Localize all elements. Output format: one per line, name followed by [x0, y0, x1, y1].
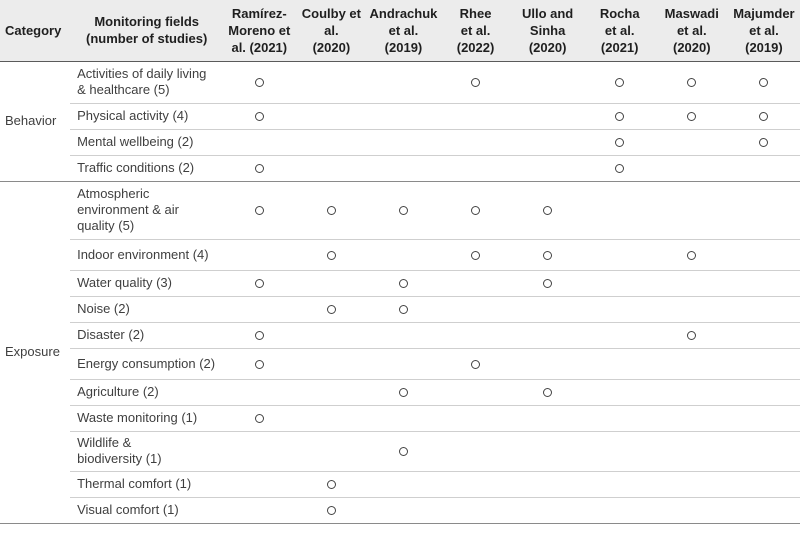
study-mark-cell: [367, 155, 439, 181]
header-study-line2: et al.: [676, 22, 707, 38]
study-mark-cell: [656, 61, 728, 103]
study-mark-cell: [440, 296, 512, 322]
header-study: [295, 0, 367, 61]
header-study-line2: (2020): [312, 39, 351, 55]
table-row: [0, 270, 800, 296]
study-mark-cell: [512, 103, 584, 129]
study-mark-cell: [584, 155, 656, 181]
study-mark-cell: [728, 405, 800, 431]
study-mark-cell: [512, 405, 584, 431]
study-mark-cell: [295, 379, 367, 405]
monitoring-field-text: quality (5): [77, 218, 135, 233]
study-mark-cell: [223, 103, 295, 129]
study-mark-cell: [728, 348, 800, 379]
monitoring-field-cell: [70, 379, 223, 405]
circle-mark-icon: [255, 414, 264, 423]
table-row: [0, 431, 800, 471]
monitoring-field-text: Noise (2): [77, 301, 130, 316]
study-mark-cell: [728, 379, 800, 405]
study-mark-cell: [728, 61, 800, 103]
study-mark-cell: [367, 103, 439, 129]
study-mark-cell: [656, 296, 728, 322]
study-mark-cell: [223, 61, 295, 103]
study-mark-cell: [440, 129, 512, 155]
header-study: [223, 0, 295, 61]
study-mark-cell: [367, 348, 439, 379]
study-mark-cell: [440, 270, 512, 296]
monitoring-field-cell: [70, 103, 223, 129]
study-mark-cell: [728, 155, 800, 181]
study-mark-cell: [295, 155, 367, 181]
study-mark-cell: [512, 348, 584, 379]
study-mark-cell: [295, 296, 367, 322]
monitoring-field-text: Visual comfort (1): [77, 502, 179, 517]
study-mark-cell: [512, 471, 584, 497]
study-mark-cell: [728, 296, 800, 322]
study-mark-cell: [440, 379, 512, 405]
study-mark-cell: [367, 270, 439, 296]
header-study-line3: (2022): [456, 39, 495, 55]
study-mark-cell: [440, 431, 512, 471]
table-row: [0, 348, 800, 379]
study-mark-cell: [295, 103, 367, 129]
header-monitoring-fields: [70, 0, 223, 61]
circle-mark-icon: [759, 138, 768, 147]
study-mark-cell: [728, 497, 800, 523]
study-mark-cell: [584, 497, 656, 523]
monitoring-field-text: & healthcare (5): [77, 82, 170, 97]
header-study-line1: Ramírez-: [231, 5, 287, 21]
study-mark-cell: [223, 348, 295, 379]
study-mark-cell: [584, 379, 656, 405]
study-mark-cell: [440, 322, 512, 348]
study-mark-cell: [440, 348, 512, 379]
circle-mark-icon: [471, 251, 480, 260]
monitoring-field-text: Waste monitoring (1): [77, 410, 198, 425]
study-mark-cell: [656, 270, 728, 296]
study-mark-cell: [223, 497, 295, 523]
circle-mark-icon: [327, 480, 336, 489]
study-mark-cell: [512, 431, 584, 471]
study-mark-cell: [440, 405, 512, 431]
study-mark-cell: [584, 239, 656, 270]
header-study-line1: Ullo and: [521, 5, 574, 21]
circle-mark-icon: [255, 78, 264, 87]
study-mark-cell: [584, 181, 656, 239]
monitoring-field-text: Energy consumption (2): [77, 355, 216, 371]
header-study: [440, 0, 512, 61]
study-mark-cell: [512, 497, 584, 523]
circle-mark-icon: [543, 206, 552, 215]
monitoring-field-text: Water quality (3): [77, 275, 172, 290]
monitoring-field-text: biodiversity (1): [77, 451, 162, 466]
study-mark-cell: [295, 322, 367, 348]
study-mark-cell: [584, 103, 656, 129]
study-mark-cell: [656, 348, 728, 379]
circle-mark-icon: [255, 164, 264, 173]
study-mark-cell: [295, 471, 367, 497]
circle-mark-icon: [759, 78, 768, 87]
study-mark-cell: [367, 61, 439, 103]
study-mark-cell: [367, 405, 439, 431]
study-mark-cell: [367, 129, 439, 155]
monitoring-field-text: Agriculture (2): [77, 384, 159, 399]
study-mark-cell: [367, 181, 439, 239]
monitoring-field-text: Atmospheric: [77, 186, 150, 201]
study-mark-cell: [512, 270, 584, 296]
circle-mark-icon: [543, 388, 552, 397]
study-mark-cell: [656, 129, 728, 155]
study-mark-cell: [512, 181, 584, 239]
study-mark-cell: [223, 239, 295, 270]
study-mark-cell: [656, 379, 728, 405]
circle-mark-icon: [687, 251, 696, 260]
circle-mark-icon: [255, 331, 264, 340]
header-category: Category: [0, 0, 70, 61]
study-mark-cell: [512, 379, 584, 405]
study-mark-cell: [223, 379, 295, 405]
study-mark-cell: [512, 239, 584, 270]
study-mark-cell: [440, 103, 512, 129]
study-mark-cell: [728, 129, 800, 155]
monitoring-field-text: Disaster (2): [77, 327, 145, 342]
study-mark-cell: [223, 405, 295, 431]
header-study: [367, 0, 439, 61]
study-mark-cell: [512, 155, 584, 181]
study-mark-cell: [295, 405, 367, 431]
monitoring-field-cell: [70, 239, 223, 270]
study-mark-cell: [728, 471, 800, 497]
study-mark-cell: [367, 296, 439, 322]
study-mark-cell: [295, 239, 367, 270]
header-study-line1: Majumder: [733, 5, 795, 21]
circle-mark-icon: [759, 112, 768, 121]
header-study-line1: Rocha: [599, 5, 640, 21]
monitoring-field-cell: [70, 471, 223, 497]
study-mark-cell: [223, 296, 295, 322]
study-mark-cell: [584, 322, 656, 348]
circle-mark-icon: [399, 388, 408, 397]
circle-mark-icon: [687, 112, 696, 121]
monitoring-field-text: environment & air: [77, 202, 179, 217]
study-mark-cell: [656, 155, 728, 181]
header-study-line3: (2020): [672, 39, 711, 55]
header-field-line1: Monitoring fields: [94, 14, 200, 30]
monitoring-field-cell: [70, 155, 223, 181]
monitoring-field-text: Traffic conditions (2): [77, 160, 195, 175]
study-mark-cell: [223, 431, 295, 471]
study-mark-cell: [440, 471, 512, 497]
monitoring-field-text: Physical activity (4): [77, 108, 189, 123]
header-study-line2: et al.: [604, 22, 635, 38]
study-mark-cell: [512, 322, 584, 348]
header-study-line1: Andrachuk: [369, 5, 438, 21]
study-mark-cell: [728, 431, 800, 471]
study-mark-cell: [656, 103, 728, 129]
monitoring-field-text: Activities of daily living: [77, 66, 207, 81]
header-study-line2: Moreno et: [228, 22, 291, 38]
study-mark-cell: [512, 129, 584, 155]
circle-mark-icon: [543, 279, 552, 288]
monitoring-field-cell: [70, 497, 223, 523]
category-cell: Exposure: [0, 181, 70, 523]
study-mark-cell: [367, 431, 439, 471]
circle-mark-icon: [399, 447, 408, 456]
header-study-line3: (2019): [384, 39, 423, 55]
study-mark-cell: [295, 181, 367, 239]
table-body: [0, 61, 800, 523]
study-mark-cell: [584, 129, 656, 155]
study-mark-cell: [656, 181, 728, 239]
monitoring-field-cell: [70, 322, 223, 348]
header-study-line3: (2020): [528, 39, 567, 55]
table-row: [0, 103, 800, 129]
study-mark-cell: [295, 497, 367, 523]
circle-mark-icon: [255, 112, 264, 121]
study-mark-cell: [295, 270, 367, 296]
monitoring-field-cell: [70, 405, 223, 431]
circle-mark-icon: [471, 206, 480, 215]
monitoring-field-text: Mental wellbeing (2): [77, 134, 194, 149]
table-row: [0, 61, 800, 103]
circle-mark-icon: [255, 360, 264, 369]
study-mark-cell: [295, 61, 367, 103]
study-mark-cell: [656, 322, 728, 348]
table-row: [0, 471, 800, 497]
study-mark-cell: [223, 129, 295, 155]
monitoring-field-text: Thermal comfort (1): [77, 476, 192, 491]
circle-mark-icon: [255, 206, 264, 215]
table-row: [0, 129, 800, 155]
monitoring-field-text: Indoor environment (4): [77, 246, 209, 262]
table-row: [0, 296, 800, 322]
circle-mark-icon: [471, 78, 480, 87]
study-mark-cell: [223, 270, 295, 296]
study-mark-cell: [440, 61, 512, 103]
study-mark-cell: [584, 270, 656, 296]
monitoring-field-cell: [70, 296, 223, 322]
monitoring-field-text: Wildlife &: [77, 435, 132, 450]
circle-mark-icon: [615, 78, 624, 87]
monitoring-field-cell: [70, 129, 223, 155]
study-mark-cell: [440, 239, 512, 270]
circle-mark-icon: [327, 305, 336, 314]
table-row: [0, 405, 800, 431]
circle-mark-icon: [327, 206, 336, 215]
study-mark-cell: [656, 239, 728, 270]
header-study-line1: Maswadi: [664, 5, 719, 21]
study-mark-cell: [295, 431, 367, 471]
circle-mark-icon: [399, 206, 408, 215]
study-mark-cell: [584, 471, 656, 497]
study-mark-cell: [223, 181, 295, 239]
study-mark-cell: [584, 405, 656, 431]
study-mark-cell: [295, 348, 367, 379]
study-mark-cell: [656, 471, 728, 497]
header-study-line3: (2021): [600, 39, 639, 55]
header-study-line1: Coulby et al.: [301, 5, 361, 38]
circle-mark-icon: [399, 279, 408, 288]
study-mark-cell: [367, 471, 439, 497]
study-mark-cell: [584, 348, 656, 379]
header-study-line1: Rhee: [459, 5, 492, 21]
study-mark-cell: [367, 239, 439, 270]
circle-mark-icon: [615, 112, 624, 121]
circle-mark-icon: [543, 251, 552, 260]
header-study-line2: Sinha: [529, 22, 566, 38]
study-mark-cell: [728, 322, 800, 348]
header-study-line3: (2019): [745, 39, 783, 55]
header-study-line2: et al.: [749, 22, 779, 38]
table-row: [0, 181, 800, 239]
circle-mark-icon: [687, 78, 696, 87]
study-mark-cell: [728, 103, 800, 129]
circle-mark-icon: [255, 279, 264, 288]
study-mark-cell: [223, 471, 295, 497]
study-mark-cell: [656, 431, 728, 471]
study-mark-cell: [295, 129, 367, 155]
monitoring-field-cell: [70, 61, 223, 103]
category-cell: Behavior: [0, 61, 70, 181]
monitoring-field-cell: [70, 431, 223, 471]
study-mark-cell: [728, 270, 800, 296]
table-row: [0, 155, 800, 181]
table-row: [0, 239, 800, 270]
study-mark-cell: [584, 61, 656, 103]
table-row: [0, 379, 800, 405]
study-mark-cell: [367, 322, 439, 348]
study-mark-cell: [512, 296, 584, 322]
monitoring-field-cell: [70, 270, 223, 296]
table-row: [0, 497, 800, 523]
study-mark-cell: [367, 379, 439, 405]
study-mark-cell: [367, 497, 439, 523]
circle-mark-icon: [327, 251, 336, 260]
study-mark-cell: [728, 181, 800, 239]
header-study: [656, 0, 728, 61]
study-mark-cell: [440, 155, 512, 181]
header-study: [584, 0, 656, 61]
header-study-line2: et al.: [460, 22, 491, 38]
circle-mark-icon: [615, 138, 624, 147]
circle-mark-icon: [687, 331, 696, 340]
header-study-line2: et al.: [388, 22, 419, 38]
study-mark-cell: [512, 61, 584, 103]
table-row: [0, 322, 800, 348]
study-mark-cell: [656, 405, 728, 431]
study-mark-cell: [584, 296, 656, 322]
study-mark-cell: [223, 155, 295, 181]
header-study: [728, 0, 800, 61]
study-mark-cell: [440, 181, 512, 239]
circle-mark-icon: [471, 360, 480, 369]
circle-mark-icon: [327, 506, 336, 515]
header-field-line2: (number of studies): [86, 31, 208, 47]
study-mark-cell: [728, 239, 800, 270]
study-mark-cell: [223, 322, 295, 348]
monitoring-field-cell: [70, 181, 223, 239]
header-study: [512, 0, 584, 61]
header-row: [0, 0, 800, 61]
monitoring-field-cell: [70, 348, 223, 379]
study-mark-cell: [584, 431, 656, 471]
circle-mark-icon: [615, 164, 624, 173]
study-mark-cell: [440, 497, 512, 523]
circle-mark-icon: [399, 305, 408, 314]
study-mark-cell: [656, 497, 728, 523]
header-study-line3: al. (2021): [231, 39, 288, 55]
table-header: [0, 0, 800, 61]
